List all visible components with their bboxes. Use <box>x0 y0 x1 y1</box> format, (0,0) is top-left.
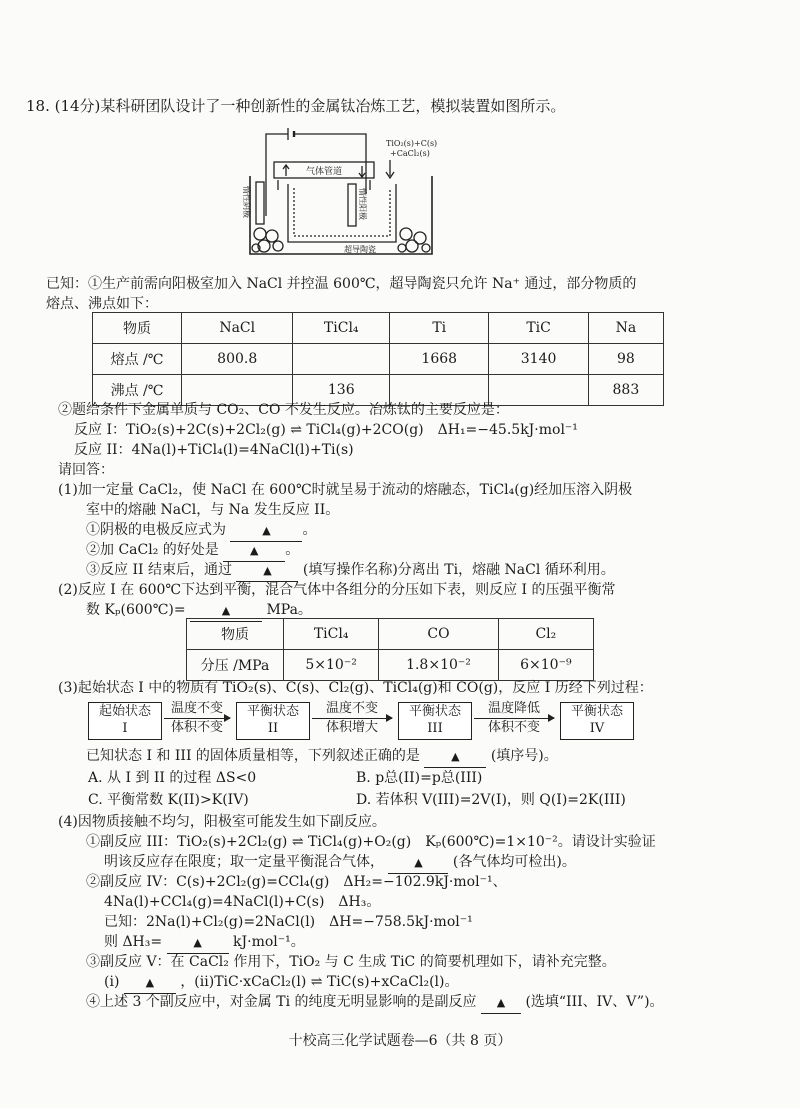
part4-sub1-b: 明该反应存在限度；取一定量平衡混合气体， ▲ (各气体均可检出)。 <box>104 852 576 874</box>
part4-sub2-b: 4Na(l)+CCl₄(g)=4NaCl(l)+C(s) ΔH₃。 <box>104 894 381 910</box>
cathode-label: 惰性阴极 <box>242 186 251 218</box>
page-footer: 十校高三化学试题卷—6（共 8 页） <box>288 1033 512 1049</box>
reaction-2: 反应 II：4Na(l)+TiCl₄(l)=4NaCl(l)+Ti(s) <box>74 442 354 458</box>
answer-blank[interactable]: ▲ <box>124 973 176 994</box>
table-row <box>93 344 664 375</box>
answer-blank[interactable]: ▲ <box>236 561 298 582</box>
part1-line-b: 室中的熔融 NaCl，与 Na 发生反应 II。 <box>86 502 340 518</box>
part2-line-b: 数 Kₚ(600℃)= ▲ MPa。 <box>86 600 312 622</box>
part1-sub2: ②加 CaCl₂ 的好处是 ▲ 。 <box>86 540 299 562</box>
gas-pipe-label: 气体管道 <box>306 167 343 177</box>
table-cell: 1668 <box>390 344 489 375</box>
table-row <box>187 650 594 681</box>
please-answer: 请回答： <box>58 462 114 478</box>
partial-pressure-table <box>186 618 594 681</box>
table-cell: NaCl <box>182 313 293 344</box>
part4-sub3-b: (i) ▲ ，(ii)TiC·xCaCl₂(l) ⇌ TiC(s)+xCaCl₂(l)。 <box>104 972 458 994</box>
part4-sub2-d: 则 ΔH₃= ▲ kJ·mol⁻¹。 <box>104 932 305 954</box>
anode-label: 惰性阳极 <box>358 188 367 220</box>
answer-blank[interactable]: ▲ <box>190 601 262 622</box>
table-cell: 883 <box>588 375 663 406</box>
state-3-box: 平衡状态 III <box>398 702 472 740</box>
answer-blank[interactable]: ▲ <box>167 933 229 954</box>
table-cell <box>293 344 390 375</box>
table-cell: 98 <box>588 344 663 375</box>
table-row <box>187 619 594 650</box>
option-b[interactable]: B. p总(II)=p总(III) <box>356 770 483 786</box>
option-d[interactable]: D. 若体积 V(III)=2V(I)，则 Q(I)=2K(III) <box>356 792 626 808</box>
known-2: ②题给条件下金属单质与 CO₂、CO 不发生反应。冶炼钛的主要反应是： <box>58 402 509 418</box>
part4-intro: (4)因物质接触不均匀，阳极室可能发生如下副反应。 <box>58 814 386 830</box>
part1-line-a: (1)加一定量 CaCl₂，使 NaCl 在 600℃时就呈易于流动的熔融态，TiCl₄(g)经加压溶入阴极 <box>58 482 633 498</box>
feed-label-1: TiO₂(s)+C(s) <box>386 139 438 148</box>
table-cell: Na <box>588 313 663 344</box>
table-cell: 1.8×10⁻² <box>379 650 498 681</box>
state-2-box: 平衡状态 II <box>236 702 310 740</box>
table-cell: 分压 /MPa <box>187 650 284 681</box>
table-cell: 3140 <box>489 344 588 375</box>
electrolysis-apparatus-diagram <box>236 124 460 264</box>
reaction-1: 反应 I：TiO₂(s)+2C(s)+2Cl₂(g) ⇌ TiCl₄(g)+2CO(g) ΔH₁=−45.5kJ·mol⁻¹ <box>74 422 578 438</box>
table-cell: Cl₂ <box>498 619 593 650</box>
part4-sub1-a: ①副反应 III：TiO₂(s)+2Cl₂(g) ⇌ TiCl₄(g)+O₂(g) Kₚ(600℃)=1×10⁻²。请设计实验证 <box>86 834 656 850</box>
table-row <box>93 313 664 344</box>
ceramic-label: 超导陶瓷 <box>344 245 376 254</box>
question-heading: 18. (14分)某科研团队设计了一种创新性的金属钛冶炼工艺，模拟装置如图所示。 <box>26 97 566 115</box>
state-1-box: 起始状态 I <box>88 702 162 740</box>
arrow-2: 温度不变 体积增大 <box>312 700 392 737</box>
table-cell: 熔点 /℃ <box>93 344 182 375</box>
known-1a: 已知：①生产前需向阳极室加入 NaCl 并控温 600℃，超导陶瓷只允许 Na⁺ 通过，部分物质的 <box>46 276 637 292</box>
table-cell: TiC <box>489 313 588 344</box>
table-cell: 物质 <box>93 313 182 344</box>
feed-label-2: +CaCl₂(s) <box>390 149 430 158</box>
answer-blank[interactable]: ▲ <box>388 853 448 874</box>
table-cell: Ti <box>390 313 489 344</box>
table-cell: TiCl₄ <box>284 619 379 650</box>
known-1b: 熔点、沸点如下： <box>46 296 158 312</box>
part4-sub2-c: 已知：2Na(l)+Cl₂(g)=2NaCl(l) ΔH=−758.5kJ·mol⁻¹ <box>104 914 473 930</box>
state-4-box: 平衡状态 IV <box>560 702 634 740</box>
part2-line-a: (2)反应 I 在 600℃下达到平衡，混合气体中各组分的分压如下表，则反应 I 的压强平衡常 <box>58 582 616 598</box>
part4-sub2-a: ②副反应 IV：C(s)+2Cl₂(g)=CCl₄(g) ΔH₂=−102.9kJ·mol⁻¹、 <box>86 874 507 890</box>
answer-blank[interactable]: ▲ <box>424 747 486 768</box>
part1-sub3: ③反应 II 结束后，通过 ▲ (填写操作名称)分离出 Ti，熔融 NaCl 循环利用。 <box>86 560 615 582</box>
table-cell: 5×10⁻² <box>284 650 379 681</box>
melting-boiling-table <box>92 312 664 406</box>
part3-question: 已知状态 I 和 III 的固体质量相等，下列叙述正确的是 ▲ (填序号)。 <box>86 746 558 768</box>
arrow-1: 温度不变 体积不变 <box>164 700 230 737</box>
part3-intro: (3)起始状态 I 中的物质有 TiO₂(s)、C(s)、Cl₂(g)、TiCl₄(g)和 CO(g)，反应 I 历经下列过程： <box>58 680 653 696</box>
table-cell: 800.8 <box>182 344 293 375</box>
option-c[interactable]: C. 平衡常数 K(II)>K(IV) <box>88 792 249 808</box>
table-cell: 物质 <box>187 619 284 650</box>
table-cell: CO <box>379 619 498 650</box>
part4-sub3-a: ③副反应 V：在 CaCl₂ 作用下，TiO₂ 与 C 生成 TiC 的简要机理如下，请补充完整。 <box>86 954 616 970</box>
table-cell: 6×10⁻⁹ <box>498 650 593 681</box>
part4-sub4: ④上述 3 个副反应中，对金属 Ti 的纯度无明显影响的是副反应 ▲ (选填“III、IV、V”)。 <box>86 992 664 1014</box>
answer-blank[interactable]: ▲ <box>230 521 302 542</box>
option-a[interactable]: A. 从 I 到 II 的过程 ΔS<0 <box>88 770 257 786</box>
answer-blank[interactable]: ▲ <box>223 541 285 562</box>
part1-sub1: ①阴极的电极反应式为 ▲ 。 <box>86 520 316 542</box>
table-cell: TiCl₄ <box>293 313 390 344</box>
arrow-3: 温度降低 体积不变 <box>474 700 554 737</box>
table-cell: 136 <box>293 375 390 406</box>
table-cell: 沸点 /℃ <box>93 375 182 406</box>
answer-blank[interactable]: ▲ <box>481 993 521 1014</box>
